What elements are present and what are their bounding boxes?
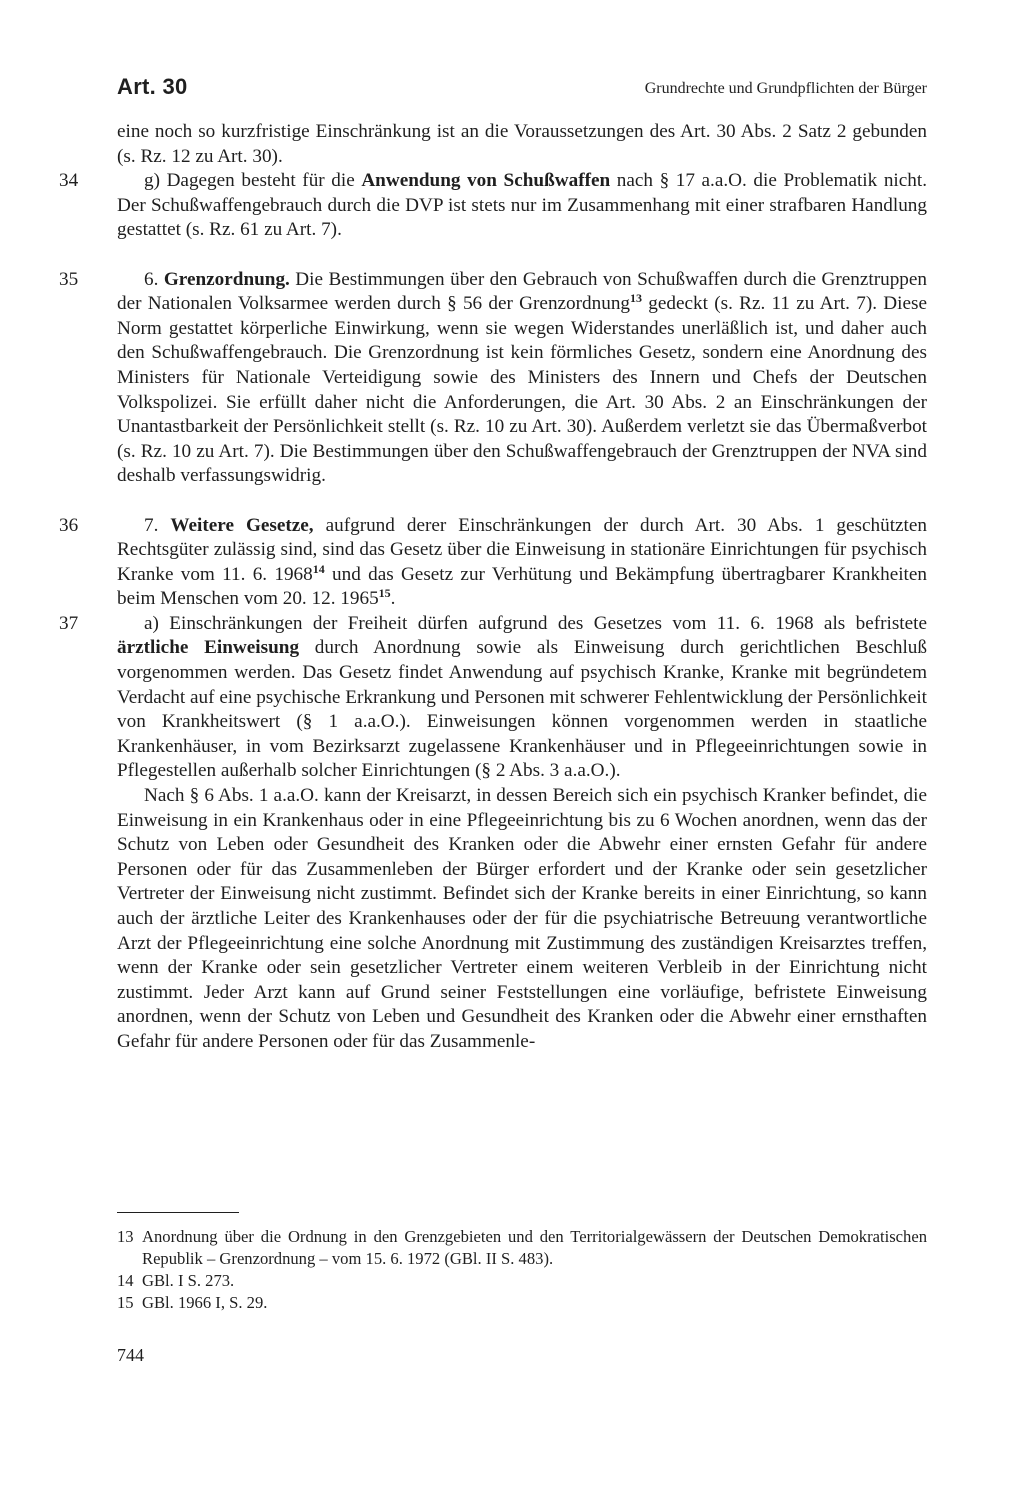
bold-term: ärztliche Einweisung xyxy=(117,637,300,659)
paragraph-text: nach § 17 a.a.O. die Problematik nicht. Der Schußwaffengebrauch durch die DVP ist stets nur im Zusammenhang mit einer strafbaren Handlung gestattet (s. Rz. 61 zu Art. 7). xyxy=(117,170,927,241)
paragraph-text: 6. xyxy=(144,268,164,290)
paragraph-36 xyxy=(59,514,927,612)
footnote-text: GBl. I S. 273. xyxy=(142,1271,235,1290)
running-header xyxy=(117,70,927,110)
paragraph-text: a) Einschränkungen der Freiheit dürfen aufgrund des Gesetzes vom 11. 6. 1968 als befristete xyxy=(144,612,927,634)
paragraph-37-continued xyxy=(117,784,927,1055)
paragraph-text: . xyxy=(390,588,396,610)
paragraph-continuation xyxy=(117,120,927,169)
paragraph-text: 7. xyxy=(144,514,171,536)
paragraph-text: durch Anordnung sowie als Einweisung durch gerichtlichen Beschluß vorgenommen werden. Das Gesetz findet Anwendung auf psychisch Kranke, Kranke mit begründetem Verdacht auf eine psychische Erkrankung und Personen mit schwerer Fehlentwicklung der Persönlichkeit von Krankheitswert (§ 1 a.a.O.). Einweisungen können vorgenommen werden in staatliche Krankenhäuser, in vom Bezirksarzt zugelassene Krankenhäuser und in Pflegeeinrichtungen sowie in Pflegestellen außerhalb solcher Einrichtungen (§ 2 Abs. 3 a.a.O.). xyxy=(117,637,927,782)
margin-number: 34 xyxy=(59,170,79,192)
footnote-number: 15 xyxy=(117,1293,134,1312)
footnote-number: 13 xyxy=(117,1227,134,1246)
paragraph-34 xyxy=(59,169,927,243)
paragraph-text: Die Bestimmungen über den Gebrauch von Schußwaffen durch die Grenztruppen der Nationalen Volksarmee werden durch § 56 der Grenzordnung xyxy=(117,268,927,315)
paragraph-text: gedeckt (s. Rz. 11 zu Art. 7). Diese Norm gestattet körperliche Einwirkung, wenn sie wegen Widerstandes unerläßlich ist, und daher auch den Schußwaffengebrauch. Die Grenzordnung ist kein förmliches Gesetz, sondern eine Anordnung des Ministers für Nationale Verteidigung sowie des Ministers des Innern und Chefs der Deutschen Volkspolizei. Sie erfüllt daher nicht die Anforderungen, die Art. 30 Abs. 2 an Einschränkungen der Unantastbarkeit der Persönlichkeit stellt (s. Rz. 10 zu Art. 30). Außerdem verletzt sie das Übermaßverbot (s. Rz. 10 zu Art. 7). Die Bestimmungen über den Schußwaffengebrauch der Grenztruppen der NVA sind deshalb verfassungswidrig. xyxy=(117,293,927,487)
article-label: Art. 30 xyxy=(117,74,188,99)
footnote-ref[interactable]: 15 xyxy=(378,586,391,601)
footnote-15 xyxy=(117,1292,927,1314)
body-text xyxy=(59,120,927,1055)
footnote-13 xyxy=(117,1226,927,1270)
paragraph-text: aufgrund derer Einschränkungen der durch Art. 30 Abs. 1 geschützten Rechtsgüter zulässig sind, sind das Gesetz über die Einweisung in stationäre Einrichtungen für psychisch Kranke vom 11. 6. 1968 xyxy=(117,514,927,585)
footnote-text: GBl. 1966 I, S. 29. xyxy=(142,1293,268,1312)
bold-term: Weitere Gesetze, xyxy=(170,514,314,536)
paragraph-text: eine noch so kurzfristige Einschränkung ist an die Voraussetzungen des Art. 30 Abs. 2 Satz 2 gebunden (s. Rz. 12 zu Art. 30). xyxy=(117,121,927,167)
bold-term: Anwendung von Schußwaffen xyxy=(361,170,611,192)
footnotes xyxy=(117,1226,927,1314)
paragraph-37 xyxy=(59,612,927,784)
paragraph-text: g) Dagegen besteht für die xyxy=(144,170,362,192)
footnote-text: Anordnung über die Ordnung in den Grenzgebieten und den Territorialgewässern der Deutschen Demokratischen Republik – Grenzordnung – vom 15. 6. 1972 (GBl. II S. 483). xyxy=(142,1227,927,1268)
paragraph-text: Nach § 6 Abs. 1 a.a.O. kann der Kreisarzt, in dessen Bereich sich ein psychisch Kranker befindet, die Einweisung in ein Krankenhaus oder in eine Pflegeeinrichtung bis zu 6 Wochen anordnen, wenn das der Schutz von Leben oder Gesundheit des Kranken oder die Abwehr einer ernsten Gefahr für andere Personen oder für das Zusammenleben der Bürger erfordert und der Kranke oder sein gesetzlicher Vertreter der Einweisung nicht zustimmt. Befindet sich der Kranke bereits in einer Einrichtung, so kann auch der ärztliche Leiter des Krankenhauses oder der für die psychiatrische Betreuung verantwortliche Arzt der Pflegeeinrichtung eine solche Anordnung mit Zustimmung des zuständigen Kreisarztes treffen, wenn der Kranke oder sein gesetzlicher Vertreter einem weiteren Verbleib in der Einrichtung nicht zustimmt. Jeder Arzt kann auf Grund seiner Feststellungen eine vorläufige, befristete Einweisung anordnen, wenn der Schutz von Leben und Gesundheit des Kranken oder die Abwehr einer ernsthaften Gefahr für andere Personen oder für das Zusammenle- xyxy=(117,785,927,1052)
margin-number: 37 xyxy=(59,612,79,634)
margin-number: 35 xyxy=(59,268,79,290)
footnote-ref[interactable]: 14 xyxy=(312,561,325,576)
page-number: 744 xyxy=(117,1345,144,1365)
paragraph-35 xyxy=(59,268,927,489)
footnote-divider xyxy=(117,1212,239,1213)
header-title: Grundrechte und Grundpflichten der Bürger xyxy=(644,80,927,97)
footnote-ref[interactable]: 13 xyxy=(630,291,643,306)
bold-term: Grenzordnung. xyxy=(163,268,290,290)
margin-number: 36 xyxy=(59,514,79,536)
footnote-number: 14 xyxy=(117,1271,134,1290)
footnote-14 xyxy=(117,1270,927,1292)
paragraph-text: und das Gesetz zur Verhütung und Bekämpfung übertragbarer Krankheiten beim Menschen vom 20. 12. 1965 xyxy=(117,563,927,610)
